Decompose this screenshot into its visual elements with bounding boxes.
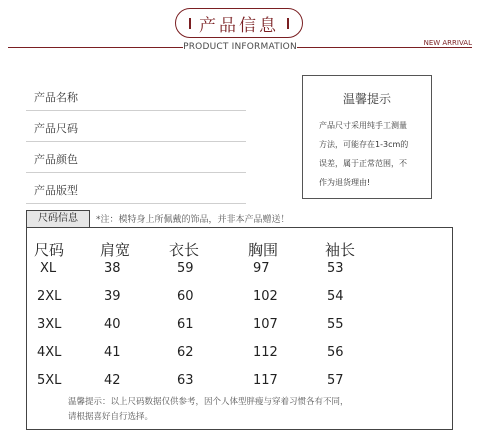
table-cell: 2XL [37,289,62,304]
column-header-shoulder: 肩宽 [100,241,131,259]
notice-line: 作为退货理由! [319,178,371,187]
table-cell: 42 [104,373,121,388]
table-cell: 57 [327,373,344,388]
column-header-sleeve: 袖长 [325,241,356,259]
page-subtitle: PRODUCT INFORMATION [183,42,297,52]
notice-box [302,75,432,199]
product-color-row [26,141,246,173]
product-fit-label: 产品版型 [34,184,78,197]
table-cell: 59 [177,261,194,276]
table-cell: 39 [104,289,121,304]
table-cell: 97 [253,261,270,276]
section-title-pill [175,8,303,38]
column-header-length: 衣长 [169,241,200,259]
size-info-tag: 尺码信息 [26,210,90,228]
page-title: 产品信息 [199,15,279,36]
new-arrival-tag: NEW ARRIVAL [423,39,472,47]
table-cell: 41 [104,345,121,360]
footnote-line: 请根据喜好自行选择。 [68,412,154,422]
table-cell: 53 [327,261,344,276]
table-cell: 3XL [37,317,62,332]
product-name-row [26,79,246,111]
table-cell: 38 [104,261,121,276]
table-cell: 117 [253,373,278,388]
header-divider-right [297,47,472,48]
notice-title: 温馨提示 [342,92,391,106]
table-cell: 4XL [37,345,62,360]
product-fit-row [26,172,246,204]
column-header-size: 尺码 [34,241,65,259]
table-cell: 61 [177,317,194,332]
title-left-tick [189,18,191,29]
table-cell: XL [40,261,57,276]
table-cell: 56 [327,345,344,360]
notice-line: 误差，属于正常范围，不 [319,159,407,168]
table-cell: 55 [327,317,344,332]
table-cell: 60 [177,289,194,304]
table-cell: 63 [177,373,194,388]
notice-body [319,116,423,192]
column-header-chest: 胸围 [248,241,279,259]
product-size-label: 产品尺码 [34,122,78,135]
product-name-label: 产品名称 [34,91,78,104]
size-footnote [68,395,448,425]
table-cell: 40 [104,317,121,332]
notice-line: 产品尺寸采用纯手工测量 [319,121,407,130]
size-note: *注：模特身上所佩戴的饰品，并非本产品赠送！ [96,215,290,225]
footnote-line: 温馨提示：以上尺码数据仅供参考，因个人体型胖瘦与穿着习惯各有不同， [68,397,349,407]
table-cell: 54 [327,289,344,304]
table-cell: 102 [253,289,278,304]
table-cell: 62 [177,345,194,360]
table-cell: 112 [253,345,278,360]
product-size-row [26,110,246,142]
notice-line: 方法，可能存在1-3cm的 [319,140,409,149]
table-cell: 107 [253,317,278,332]
title-right-tick [287,18,289,29]
product-color-label: 产品颜色 [34,153,78,166]
table-cell: 5XL [37,373,62,388]
header-divider-left [8,47,183,48]
